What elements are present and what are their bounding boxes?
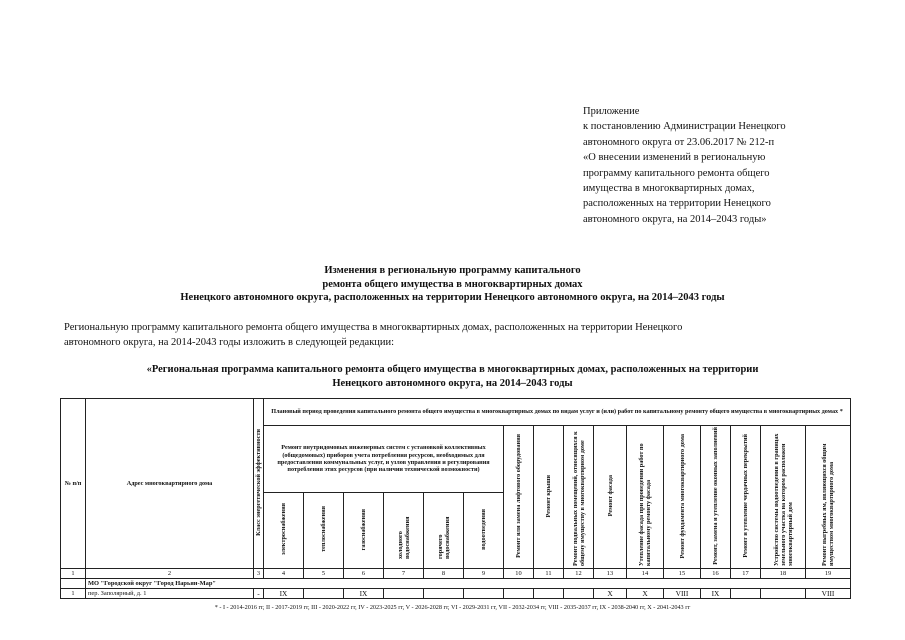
header-sewerage-label: водоотведения [480, 508, 487, 550]
header-sewerage [464, 492, 504, 569]
column-number: 9 [464, 569, 504, 579]
header-drainage-label: Устройство системы водоотведения в границах земельного участка на котором расположен многоквартирный дом [772, 433, 794, 566]
header-facade-insulation [627, 426, 664, 569]
appendix-line: расположенных на территории Ненецкого [583, 198, 771, 210]
header-cesspools-label: Ремонт выгребных ям, являющихся общим имуществом многоквартирного дома [821, 443, 836, 566]
header-elevator-label: Ремонт или замена лифтового оборудования [515, 434, 522, 558]
appendix-line: «О внесении изменений в региональную [583, 152, 766, 164]
row-cell [761, 589, 806, 599]
row-cell [384, 589, 424, 599]
appendix-line: Приложение [583, 106, 640, 117]
header-cesspools [806, 426, 851, 569]
row-cell: VIII [806, 589, 851, 599]
document-title [0, 264, 905, 305]
header-drainage [761, 426, 806, 569]
appendix-line: имущества в многоквартирных домах, [583, 183, 755, 195]
title-line: Изменения в региональную программу капитального [324, 265, 581, 276]
column-number: 7 [384, 569, 424, 579]
column-number: 15 [664, 569, 701, 579]
column-number: 14 [627, 569, 664, 579]
header-hot-water-label: горячего водоснабжения [436, 516, 451, 560]
title-line: ремонта общего имущества в многоквартирных домах [322, 278, 583, 290]
header-planned-period: Плановый период проведения капитального ремонта общего имущества в многоквартирных домах по видам услуг и (или) работ по капитальному ремонту общего имущества в многоквартирных домах * [264, 399, 851, 426]
row-address: пер. Заполярный, д. 1 [86, 589, 254, 599]
appendix-line: программу капитального ремонта общего [583, 167, 770, 179]
program-title-line: «Региональная программа капитального ремонта общего имущества в многоквартирных домах, расположенных на территории [146, 364, 759, 375]
row-cell [424, 589, 464, 599]
row-cell: IX [701, 589, 731, 599]
column-number: 16 [701, 569, 731, 579]
header-cold-water-label: холодного водоснабжения [396, 516, 411, 560]
header-facade-insulation-label: Утепление фасада при проведении работ по капитальному ремонту фасада [638, 443, 652, 566]
column-number: 13 [594, 569, 627, 579]
row-cell: - [254, 589, 264, 599]
header-foundation [664, 426, 701, 569]
header-foundation-label: Ремонт фундамента многоквартирного дома [678, 433, 686, 559]
column-number: 4 [264, 569, 304, 579]
header-roof [534, 426, 564, 569]
header-heating [304, 492, 344, 569]
header-attic-label: Ремонт и утепление чердачных перекрытий [742, 434, 749, 558]
column-number: 2 [86, 569, 254, 579]
column-number: 10 [504, 569, 534, 579]
header-electricity-label: электроснабжения [280, 503, 287, 556]
program-title [0, 363, 905, 390]
row-cell [304, 589, 344, 599]
column-number: 8 [424, 569, 464, 579]
header-number: № п/п [61, 399, 86, 569]
row-cell: X [594, 589, 627, 599]
header-elevator [504, 426, 534, 569]
row-cell: VIII [664, 589, 701, 599]
row-cell: IX [344, 589, 384, 599]
header-address: Адрес многоквартирного дома [86, 399, 254, 569]
row-cell [534, 589, 564, 599]
intro-line: Региональную программу капитального ремонта общего имущества в многоквартирных домах, расположенных на территории Ненецкого [64, 322, 683, 333]
header-engineering-systems: Ремонт внутридомовых инженерных систем с установкой коллективных (общедомовых) приборов учета потребления ресурсов, необходимых для предоставления коммунальных услуг, и узлов управления и регулирования потребления этих ресурсов (при наличии технической возможности) [264, 426, 504, 493]
row-cell [731, 589, 761, 599]
header-cold-water [384, 492, 424, 569]
row-cell [564, 589, 594, 599]
header-attic [731, 426, 761, 569]
header-windows-label: Ремонт, замена и утепление оконных заполнений [712, 427, 719, 565]
column-number: 3 [254, 569, 264, 579]
program-title-line: Ненецкого автономного округа, на 2014–2043 годы [332, 377, 573, 389]
appendix-line: к постановлению Администрации Ненецкого [583, 121, 786, 133]
header-basement [564, 426, 594, 569]
column-number: 6 [344, 569, 384, 579]
program-table [60, 398, 851, 599]
intro-paragraph [64, 321, 844, 350]
column-number: 1 [61, 569, 86, 579]
appendix-line: автономного округа от 23.06.2017 № 212-п [583, 136, 775, 148]
header-gas-label: газоснабжения [360, 508, 367, 550]
column-number: 11 [534, 569, 564, 579]
group-empty-cell [61, 579, 86, 589]
column-number: 17 [731, 569, 761, 579]
row-number: 1 [61, 589, 86, 599]
header-facade [594, 426, 627, 569]
column-number: 12 [564, 569, 594, 579]
header-electricity [264, 492, 304, 569]
header-energy-class [254, 399, 264, 569]
column-number: 5 [304, 569, 344, 579]
row-cell [504, 589, 534, 599]
header-gas [344, 492, 384, 569]
table-row [61, 589, 851, 599]
column-number: 19 [806, 569, 851, 579]
appendix-line: автономного округа, на 2014–2043 годы» [583, 213, 767, 225]
row-cell: IX [264, 589, 304, 599]
title-line: Ненецкого автономного округа, расположенных на территории Ненецкого автономного округа, на 2014–2043 годы [180, 292, 725, 303]
header-basement-label: Ремонт подвальных помещений, относящихся к общему имуществу в многоквартирном доме [571, 431, 586, 566]
header-heating-label: теплоснабжения [320, 506, 327, 553]
period-footnote: * - I - 2014-2016 гг, II - 2017-2019 гг, III - 2020-2022 гг, IV - 2023-2025 гг, V - 2026-2028 гг, VI - 2029-2031 гг, VII - 2032-2034 гг, VIII - 2035-2037 гг, IX - 2038-2040 гг, X - 2041-2043 гг [214, 604, 691, 611]
column-number: 18 [761, 569, 806, 579]
row-cell: X [627, 589, 664, 599]
intro-line: автономного округа, на 2014-2043 годы изложить в следующей редакции: [64, 336, 395, 348]
header-facade-label: Ремонт фасада [606, 475, 614, 517]
header-roof-label: Ремонт крыши [545, 474, 552, 518]
appendix-note [583, 104, 883, 227]
header-energy-class-label: Класс энергетической эффективности [255, 429, 262, 536]
row-cell [464, 589, 504, 599]
header-hot-water [424, 492, 464, 569]
municipality-group: МО "Городской округ "Город Нарьян-Мар" [86, 579, 851, 589]
header-windows [701, 426, 731, 569]
